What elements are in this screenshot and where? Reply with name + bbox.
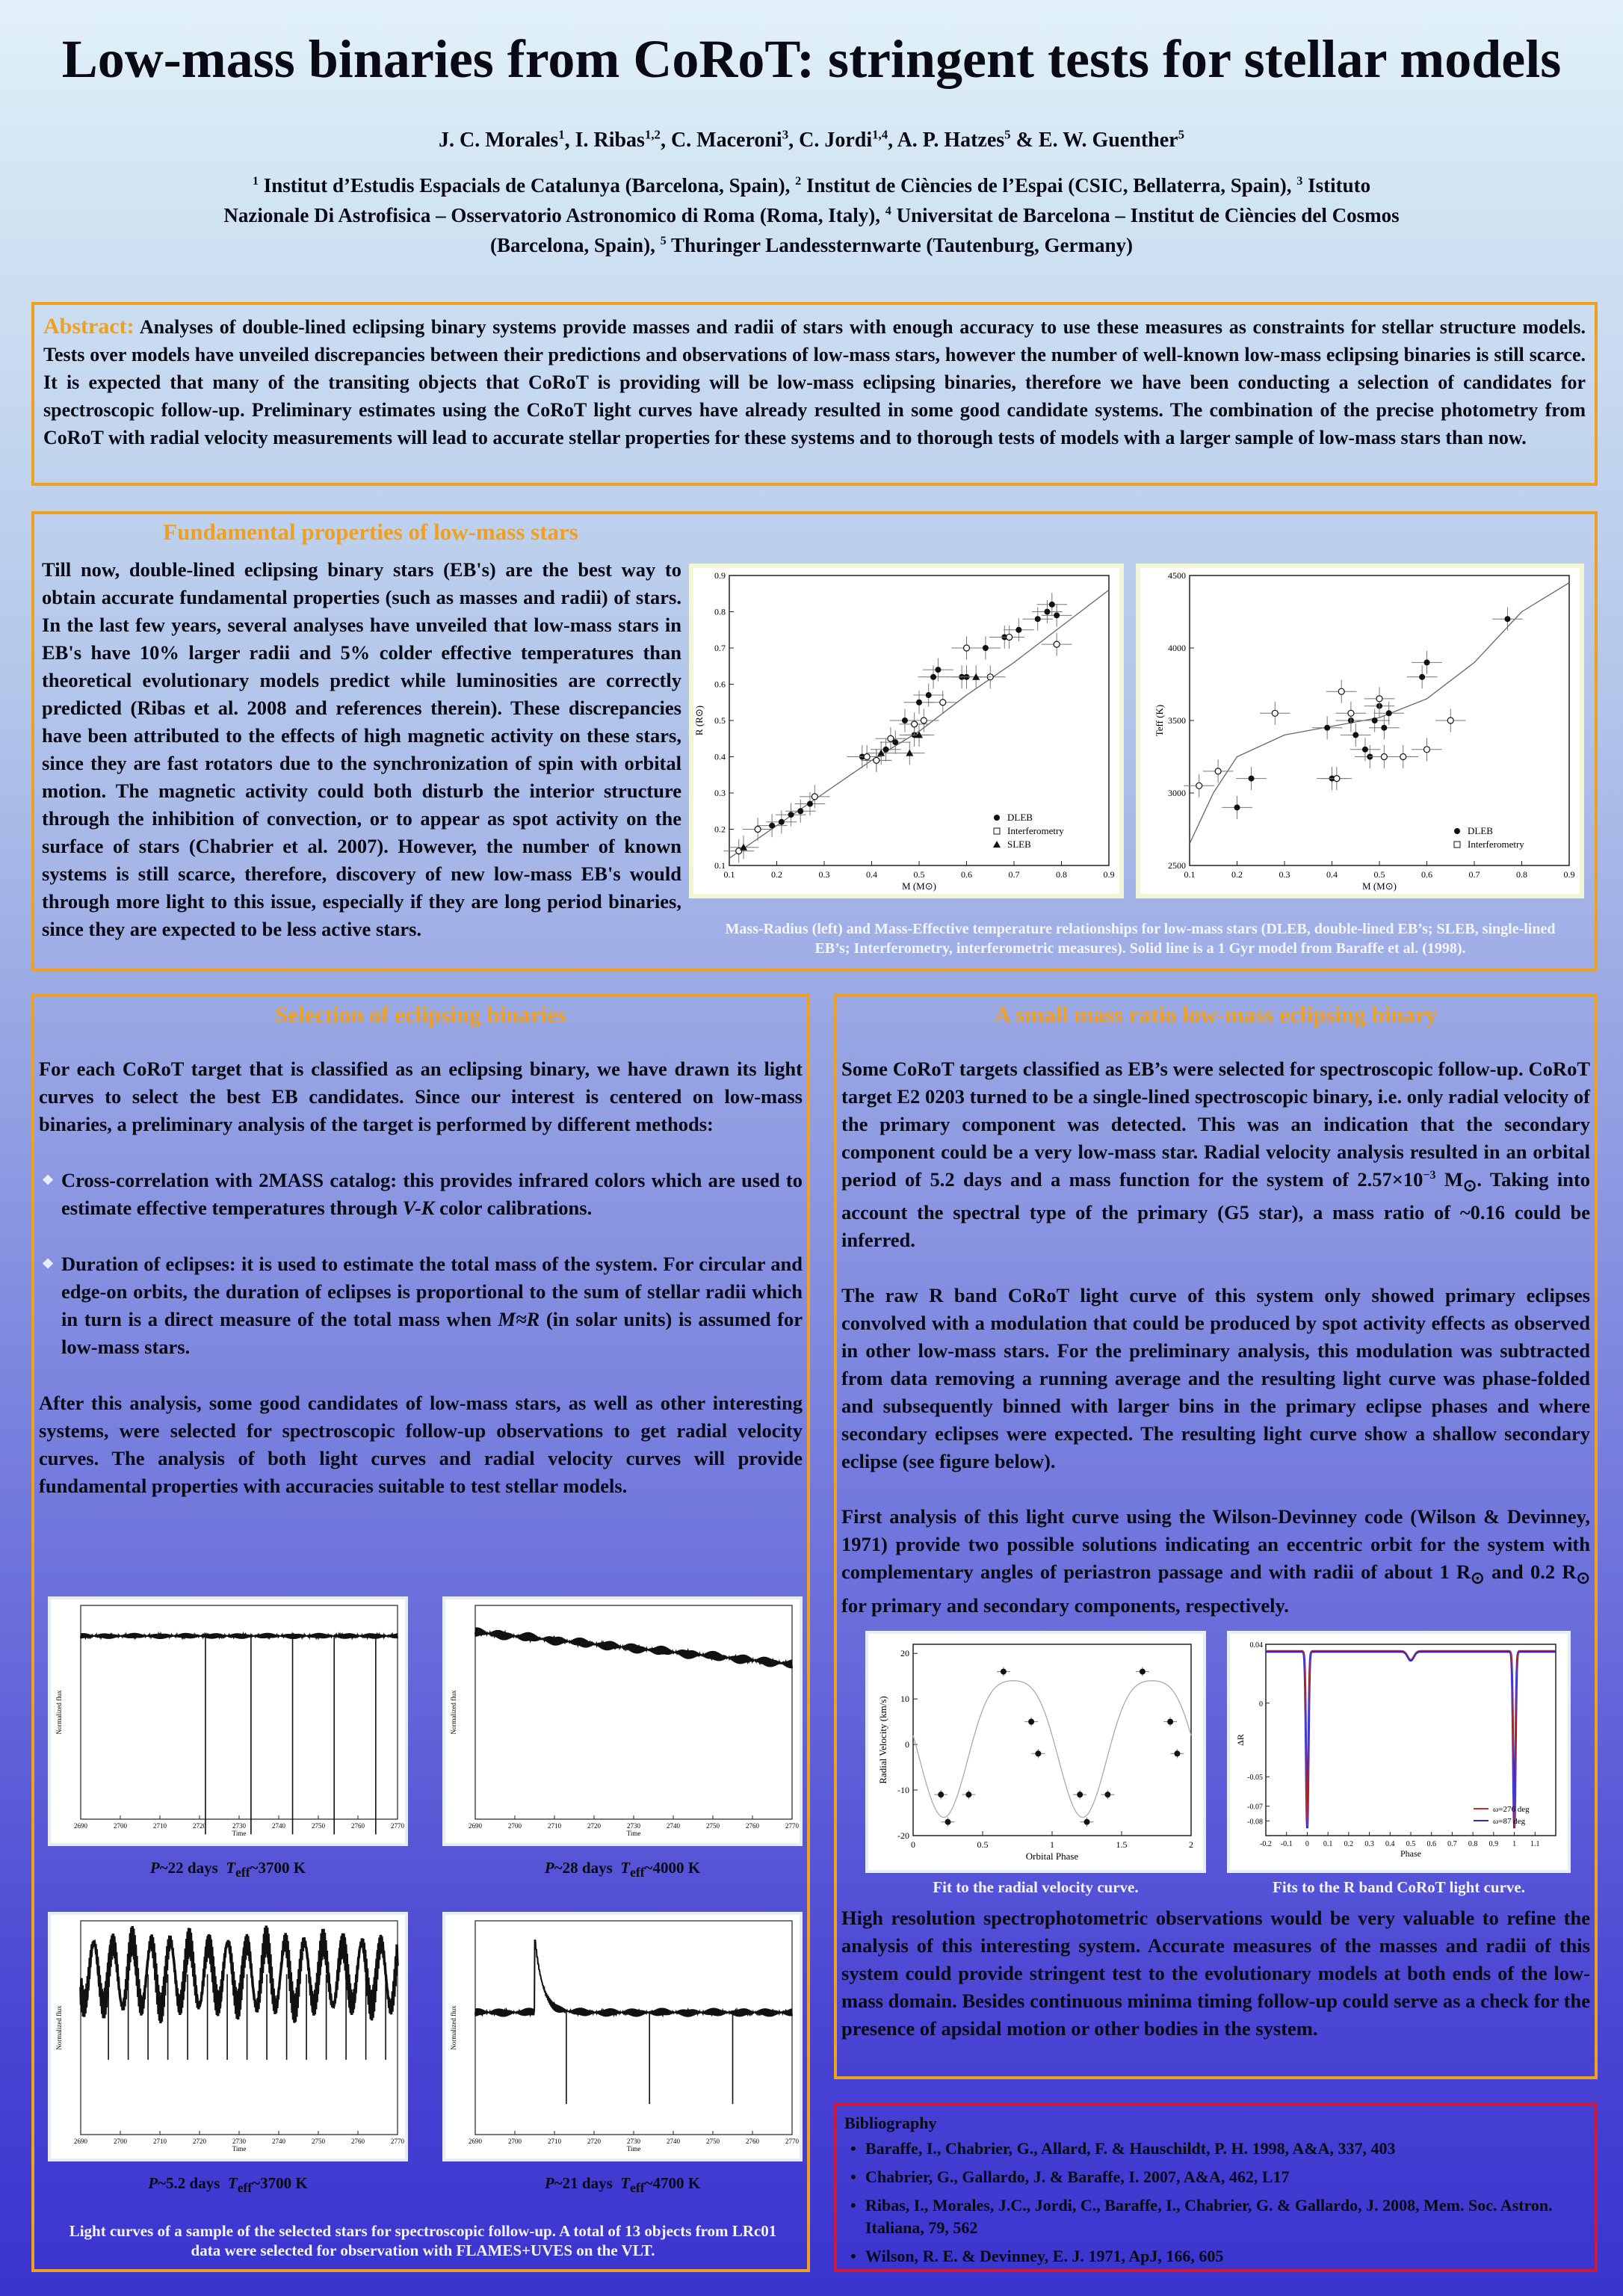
- x-tick-label: 2690: [74, 1822, 87, 1830]
- y-tick-label: 0.8: [714, 606, 726, 617]
- affiliation: Institut de Ciències de l’Espai (CSIC, Bellaterra, Spain),: [806, 174, 1292, 197]
- x-tick-label: 0.7: [1468, 869, 1480, 880]
- author-list: J. C. Morales$^1$, I. Ribas$^{1,2}$, C. Maceroni$^3$, C. Jordi$^{1,4}$, A. P. Hatzes$^5$ & E. W. Guenther$^5$: [439, 127, 1184, 152]
- data-point: [972, 673, 980, 680]
- reference-list: [844, 2138, 1587, 2268]
- x-tick-label: 2760: [351, 1822, 365, 1830]
- legend-marker: [1454, 828, 1460, 834]
- rband-chart: [1230, 1634, 1568, 1870]
- y-tick-label: -20: [897, 1830, 909, 1841]
- rv-chart: [868, 1634, 1203, 1870]
- light-curve-trace: [81, 1633, 398, 1639]
- x-tick-label: 0.3: [1364, 1840, 1374, 1848]
- data-point: [1007, 634, 1013, 640]
- x-tick-label: 0.1: [1323, 1840, 1333, 1848]
- x-tick-label: 2690: [469, 2138, 482, 2145]
- y-tick-label: -0.07: [1247, 1803, 1263, 1812]
- x-tick-label: 2710: [548, 1822, 561, 1830]
- y-tick-label: 0: [905, 1739, 909, 1750]
- data-point: [1272, 710, 1278, 716]
- y-tick-label: 0.3: [714, 788, 726, 798]
- affiliation: Institut d’Estudis Espacials de Catalunya (Barcelona, Spain),: [263, 174, 791, 197]
- y-tick-label: 0.4: [714, 751, 726, 762]
- x-tick-label: 2750: [706, 2138, 720, 2145]
- data-point: [1167, 1719, 1173, 1725]
- x-tick-label: 2700: [508, 2138, 522, 2145]
- data-point: [926, 692, 932, 698]
- light-curve-trace: [475, 1627, 792, 1668]
- legend-label: DLEB: [1007, 812, 1033, 823]
- x-tick-label: 2740: [667, 1822, 680, 1830]
- data-point: [1386, 710, 1392, 716]
- paragraph: High resolution spectrophotometric observations would be very valuable to refine the analysis of this interesting system. Accurate measures of the masses and radii of this system could provide stringent test to the evolutionary models at both ends of the low-mass domain. Besides continuous minima timing follow-up could serve as a check for the presence of apsidal motion or other bodies in the system.: [841, 1907, 1590, 2040]
- light-curve-trace: [475, 1939, 792, 2016]
- x-tick-label: 2690: [74, 2138, 87, 2145]
- y-axis-label: Teff (K): [1154, 704, 1165, 737]
- legend-label: Interferometry: [1468, 839, 1524, 850]
- data-point: [1084, 1819, 1090, 1825]
- data-point: [1249, 776, 1255, 782]
- data-point: [1140, 1669, 1146, 1675]
- data-point: [769, 823, 775, 829]
- x-tick-label: 2750: [312, 2138, 325, 2145]
- selection-section: [31, 994, 810, 2272]
- legend-label: DLEB: [1468, 825, 1493, 836]
- methods-list: [39, 1167, 803, 1361]
- data-point: [1381, 725, 1387, 731]
- data-point: [1372, 718, 1378, 723]
- section-heading: A small mass ratio low-mass eclipsing binary: [994, 1002, 1438, 1028]
- data-point: [1504, 616, 1510, 622]
- bullet-icon: ❖: [42, 1173, 55, 1188]
- x-tick-label: 2740: [667, 2138, 680, 2145]
- x-tick-label: 0.9: [1488, 1840, 1499, 1848]
- x-tick-label: 2770: [785, 1822, 799, 1830]
- data-point: [1419, 674, 1425, 680]
- y-axis-label: ΔR: [1235, 1734, 1246, 1746]
- bullet-icon: ❖: [42, 1256, 55, 1271]
- x-tick-label: 0.8: [1516, 869, 1527, 880]
- x-tick-label: 2: [1189, 1839, 1193, 1850]
- data-point: [902, 718, 908, 723]
- rv-plot: [865, 1631, 1206, 1873]
- affiliation: Thuringer Landessternwarte (Tautenburg, Germany): [670, 234, 1133, 256]
- y-tick-label: 4000: [1168, 643, 1186, 653]
- x-tick-label: 0.4: [866, 869, 877, 880]
- x-tick-label: 0.2: [771, 869, 782, 880]
- data-point: [1215, 768, 1221, 774]
- data-point: [755, 827, 761, 833]
- x-tick-label: 0.8: [1056, 869, 1067, 880]
- fundamental-text: Till now, double-lined eclipsing binary stars (EB's) are the best way to obtain accurate fundamental properties (such as masses and radii) of stars. In the last few years, several analyses have unveiled that low-mass stars in EB's have 10% larger radii and 5% colder effective temperatures than theoretical evolutionary models predict while luminosities are correctly predicted (Ribas et al. 2008 and references therein). These discrepancies have been attributed to the effects of high magnetic activity on these stars, since they are fast rotators due to the synchronization of spin with orbital motion. The magnetic activity could both disturb the interior structure through the inhibition of convection, or to appear as spot activity on the surface of stars (Chabrier et al. 2007). However, the number of known systems is still scarce, therefore, discovery of new low-mass EB's would through more light to this issue, especially if they are long period binaries, since they are expected to be less active stars.: [42, 558, 681, 940]
- abstract-label: Abstract:: [43, 314, 135, 339]
- affiliation: Istituto Nazionale Di Astrofisica – Osservatorio Astronomico di Roma (Roma, Italy),: [223, 174, 1371, 226]
- x-tick-label: 0.5: [1373, 869, 1385, 880]
- author-name: E. W. Guenther: [1038, 129, 1178, 152]
- x-axis-label: M (M⊙): [1362, 880, 1397, 892]
- data-point: [874, 757, 879, 763]
- data-point: [1196, 783, 1202, 789]
- selection-after: After this analysis, some good candidates of low-mass stars, as well as other interesting systems, were selected for spectroscopic follow-up observations to get radial velocity curves. The analysis of both light curves and radial velocity curves will provide fundamental properties with accuracies suitable to test stellar models.: [39, 1392, 803, 1497]
- data-point: [1381, 754, 1387, 760]
- data-point: [1334, 776, 1340, 782]
- paragraph: First analysis of this light curve using the Wilson-Devinney code (Wilson & Devinney, 1971) provide two possible solutions indicating an eccentric orbit for the system with complementary angles of periastron passage and with radii of about 1 $R_⊙$ and 0.2 $R_⊙$ for primary and secondary components, respectively.: [841, 1505, 1590, 1617]
- data-point: [1400, 754, 1406, 760]
- x-tick-label: -0.1: [1280, 1840, 1293, 1848]
- x-tick-label: 1.5: [1116, 1839, 1128, 1850]
- author-name: C. Maceroni: [670, 129, 782, 152]
- light-curve-plot: [442, 1912, 803, 2161]
- light-curve-label: P~28 days $T_{eff}\sim 4000$ K: [544, 1859, 701, 1880]
- data-point: [1424, 659, 1430, 665]
- y-tick-label: 20: [900, 1648, 909, 1659]
- x-tick-label: 2740: [272, 1822, 285, 1830]
- data-point: [983, 645, 989, 651]
- data-point: [1174, 1750, 1180, 1756]
- mass-teff-chart: [1140, 568, 1580, 894]
- data-point: [788, 812, 794, 818]
- x-tick-label: 0.5: [977, 1839, 989, 1850]
- y-tick-label: 0.04: [1249, 1641, 1263, 1650]
- x-axis-label: Time: [626, 1830, 641, 1837]
- x-tick-label: 0.3: [818, 869, 830, 880]
- x-tick-label: 2730: [232, 2138, 246, 2145]
- x-tick-label: 2730: [232, 1822, 246, 1830]
- x-tick-label: 2720: [587, 2138, 601, 2145]
- x-tick-label: 2760: [351, 2138, 365, 2145]
- x-tick-label: 2720: [193, 1822, 206, 1830]
- legend-marker: [994, 815, 1000, 821]
- data-point: [1424, 747, 1430, 753]
- data-point: [807, 801, 813, 807]
- data-point: [912, 721, 918, 727]
- x-tick-label: 0.9: [1103, 869, 1115, 880]
- y-tick-label: -0.08: [1247, 1818, 1263, 1827]
- y-tick-label: 3000: [1168, 788, 1186, 798]
- data-point: [812, 794, 817, 800]
- y-tick-label: 0.6: [714, 679, 726, 690]
- data-point: [779, 819, 785, 825]
- data-point: [940, 700, 946, 706]
- data-point: [921, 718, 927, 723]
- y-tick-label: -0.05: [1247, 1774, 1263, 1783]
- data-point: [864, 754, 870, 760]
- bibliography-box: [834, 2103, 1598, 2272]
- y-axis-label: Normalized flux: [55, 1690, 63, 1735]
- figure-caption: Fit to the radial velocity curve.: [933, 1878, 1139, 1896]
- plot-frame: [475, 1921, 792, 2135]
- reference-item: • Chabrier, G., Gallardo, J. & Baraffe, I. 2007, A&A, 462, L17: [850, 2167, 1290, 2186]
- data-point: [1104, 1792, 1110, 1797]
- y-axis-label: Normalized flux: [450, 1690, 457, 1735]
- data-point: [883, 747, 889, 753]
- x-tick-label: 2750: [312, 1822, 325, 1830]
- x-tick-label: 2760: [746, 2138, 759, 2145]
- method-item: ❖ Cross-correlation with 2MASS catalog: this provides infrared colors which are used to estimate effective temperatures through V-K color calibrations.: [39, 1167, 803, 1222]
- y-tick-label: 2500: [1168, 860, 1186, 871]
- x-tick-label: -0.2: [1260, 1840, 1272, 1848]
- y-tick-label: 10: [900, 1694, 909, 1705]
- small-mass-section: [834, 994, 1598, 2079]
- y-axis-label: Normalized flux: [55, 2005, 63, 2050]
- light-curve-plot: [48, 1596, 408, 1846]
- abstract-text: Analyses of double-lined eclipsing binary systems provide masses and radii of stars with enough accuracy to use these measures as constraints for stellar structure models. Tests over models have unveiled discrepancies between their predictions and observations of low-mass stars, however the number of well-known low-mass eclipsing binaries is still scarce. It is expected that many of the transiting objects that CoRoT is providing will be low-mass eclipsing binaries, therefore we have been conducting a selection of candidates for spectroscopic follow-up. Preliminary estimates using the CoRoT light curves have already resulted in some good candidate systems. The combination of the precise photometry from CoRoT with radial velocity measurements will lead to accurate stellar properties for these systems and to thorough tests of models with a larger sample of low-mass stars than now.: [43, 316, 1586, 448]
- legend-marker: [1454, 842, 1460, 848]
- mass-teff-plot: [1136, 564, 1584, 898]
- y-tick-label: 0.1: [714, 860, 726, 871]
- poster-title: Low-mass binaries from CoRoT: stringent tests for stellar models: [61, 29, 1562, 89]
- x-tick-label: 2740: [272, 2138, 285, 2145]
- author-name: J. C. Morales: [439, 129, 559, 152]
- y-axis-label: Normalized flux: [450, 2005, 457, 2050]
- legend-marker: [994, 828, 1000, 834]
- x-tick-label: 0.9: [1563, 869, 1575, 880]
- data-point: [938, 1792, 944, 1797]
- mass-radius-plot: [689, 564, 1124, 898]
- x-tick-label: 0.6: [1426, 1840, 1436, 1848]
- selection-text: [39, 1055, 803, 1500]
- method-item: ❖ Duration of eclipses: it is used to estimate the total mass of the system. For circular and edge-on orbits, the duration of eclipses is proportional to the sum of stellar radii which in turn is a direct measure of the total mass when M≈R (in solar units) is assumed for low-mass stars.: [39, 1250, 803, 1361]
- x-tick-label: 2750: [706, 1822, 720, 1830]
- paragraph: The raw R band CoRoT light curve of this system only showed primary eclipses convolved with a modulation that could be produced by spot activity effects as observed in other low-mass stars. For the preliminary analysis, this modulation was subtracted from data removing a running average and the resulting light curve was phase-folded and subsequently binned with larger bins in the primary eclipse phases and where secondary eclipses were expected. The resulting light curve show a shallow secondary eclipse (see figure below).: [841, 1284, 1590, 1473]
- x-tick-label: 2720: [587, 1822, 601, 1830]
- x-tick-label: 0.7: [1008, 869, 1020, 880]
- x-tick-label: 2770: [391, 2138, 404, 2145]
- plot-frame: [913, 1644, 1191, 1836]
- figure-caption: Fits to the R band CoRoT light curve.: [1273, 1878, 1525, 1896]
- reference-item: • Wilson, R. E. & Devinney, E. J. 1971, ApJ, 166, 605: [850, 2247, 1224, 2265]
- mass-radius-chart: [693, 568, 1119, 894]
- data-point: [1348, 710, 1354, 716]
- x-axis-label: Time: [626, 2145, 641, 2152]
- y-axis-label: Radial Velocity (km/s): [877, 1696, 888, 1784]
- figure-caption: Mass-Radius (left) and Mass-Effective temperature relationships for low-mass stars (DLEB, double-lined EB’s; SLEB, single-lined EB’s; Interferometry, interferometric measures). Solid line is a 1 Gyr model from Baraffe et al. (1998).: [725, 921, 1556, 957]
- x-tick-label: 0.6: [961, 869, 972, 880]
- data-point: [1324, 725, 1330, 731]
- bibliography-heading: Bibliography: [844, 2114, 937, 2132]
- light-curve-plot: [48, 1912, 408, 2161]
- x-tick-label: 1: [1512, 1840, 1517, 1848]
- data-point: [1352, 732, 1358, 738]
- x-tick-label: 0.4: [1326, 869, 1338, 880]
- x-tick-label: 0.5: [913, 869, 925, 880]
- data-point: [1447, 718, 1453, 723]
- y-tick-label: 3500: [1168, 715, 1186, 726]
- abstract-box: [31, 302, 1598, 486]
- y-tick-label: 0: [1259, 1700, 1263, 1709]
- x-tick-label: 0.2: [1344, 1840, 1354, 1848]
- data-point: [916, 700, 922, 706]
- y-axis-label: R (R⊙): [693, 705, 705, 736]
- x-tick-label: 0.6: [1421, 869, 1432, 880]
- data-point: [1028, 1719, 1034, 1725]
- author-name: C. Jordi: [799, 129, 873, 152]
- x-axis-label: Time: [232, 2145, 247, 2152]
- x-tick-label: 2710: [153, 2138, 167, 2145]
- x-axis-label: Time: [232, 1830, 247, 1837]
- data-point: [930, 674, 936, 680]
- x-tick-label: 0.1: [723, 869, 735, 880]
- data-point: [1338, 688, 1344, 694]
- light-curve-plot: [442, 1596, 803, 1846]
- x-tick-label: 2730: [627, 1822, 640, 1830]
- light-curve-label: P~21 days $T_{eff}\sim 4700$ K: [544, 2174, 701, 2196]
- x-tick-label: 0.3: [1279, 869, 1290, 880]
- x-axis-label: Orbital Phase: [1025, 1851, 1079, 1862]
- x-tick-label: 2770: [391, 1822, 404, 1830]
- x-tick-label: 0.1: [1184, 869, 1196, 880]
- legend-label: ω=87 deg: [1493, 1817, 1526, 1826]
- data-point: [1001, 1669, 1007, 1675]
- y-tick-label: 0.7: [714, 643, 726, 653]
- affiliation: Universitat de Barcelona – Institut de Ciències del Cosmos (Barcelona, Spain),: [490, 204, 1400, 256]
- data-point: [965, 1792, 971, 1797]
- rband-plot: [1227, 1631, 1571, 1873]
- fundamental-section: [31, 511, 1598, 972]
- data-point: [1015, 627, 1021, 633]
- data-point: [935, 667, 941, 673]
- x-tick-label: 0.2: [1231, 869, 1243, 880]
- small-mass-text: [841, 1055, 1590, 1620]
- x-tick-label: 2720: [193, 2138, 206, 2145]
- reference-item: • Baraffe, I., Chabrier, G., Allard, F. & Hauschildt, P. H. 1998, A&A, 337, 403: [850, 2139, 1396, 2158]
- y-tick-label: 0.5: [714, 715, 726, 726]
- data-point: [1376, 696, 1382, 702]
- legend-label: SLEB: [1007, 839, 1031, 850]
- x-tick-label: 2700: [508, 1822, 522, 1830]
- x-tick-label: 0.7: [1447, 1840, 1457, 1848]
- light-curve-label: P~5.2 days $T_{eff}\sim 3700$ K: [148, 2174, 308, 2196]
- x-tick-label: 2700: [114, 2138, 127, 2145]
- x-tick-label: 2730: [627, 2138, 640, 2145]
- reference-item: • Ribas, I., Morales, J.C., Jordi, C., Baraffe, I., Chabrier, G. & Gallardo, J. 2008, Mem. Soc. Astron. Italiana, 79, 562: [850, 2196, 1553, 2237]
- light-curve-label: P~22 days $T_{eff}\sim 3700$ K: [149, 1859, 306, 1880]
- author-name: I. Ribas: [575, 129, 645, 152]
- data-point: [797, 808, 803, 814]
- x-tick-label: 2770: [785, 2138, 799, 2145]
- y-tick-label: -10: [897, 1785, 909, 1796]
- selection-intro: For each CoRoT target that is classified as an eclipsing binary, we have drawn its light curves to select the best EB candidates. Since our interest is centered on low-mass binaries, a preliminary analysis of the target is performed by different methods:: [39, 1058, 803, 1135]
- x-tick-label: 0.8: [1468, 1840, 1478, 1848]
- x-tick-label: 2700: [114, 1822, 127, 1830]
- y-tick-label: 4500: [1168, 570, 1186, 581]
- data-point: [945, 1819, 951, 1825]
- y-tick-label: 0.2: [714, 824, 726, 835]
- data-point: [1362, 747, 1368, 753]
- affiliations: $^1$ Institut d’Estudis Espacials de Catalunya (Barcelona, Spain), $^2$ Institut de Ciències de l’Espai (CSIC, Bellaterra, Spain), $^3$ Istituto Nazionale Di Astrofisica – Osservatorio Astronomico di Roma (Roma, Italy), $^4$ Universitat de Barcelona – Institut de Ciències del Cosmos (Barcelona, Spain), $^5$ Thuringer Landessternwarte (Tautenburg, Germany): [223, 174, 1400, 256]
- x-axis-label: Phase: [1400, 1848, 1421, 1859]
- data-point: [1234, 804, 1240, 810]
- rv-model-curve: [913, 1681, 1191, 1818]
- data-point: [1077, 1792, 1083, 1797]
- data-point: [888, 735, 894, 741]
- data-point: [1044, 609, 1050, 615]
- legend-label: ω=276 deg: [1493, 1805, 1530, 1814]
- x-tick-label: 0.4: [1385, 1840, 1395, 1848]
- data-point: [1054, 641, 1060, 647]
- section-heading: Selection of eclipsing binaries: [274, 1002, 567, 1028]
- x-tick-label: 0: [1305, 1840, 1309, 1848]
- figure-caption: Light curves of a sample of the selected stars for spectroscopic follow-up. A total of 13 objects from LRc01 data were selected for observation with FLAMES+UVES on the VLT.: [69, 2222, 777, 2259]
- legend-label: Interferometry: [1007, 825, 1064, 836]
- data-point: [1035, 1750, 1041, 1756]
- x-tick-label: 2760: [746, 1822, 759, 1830]
- paragraph: Some CoRoT targets classified as EB’s were selected for spectroscopic follow-up. CoRoT target E2 0203 turned to be a single-lined spectroscopic binary, i.e. only radial velocity of the primary component was detected. This was an indication that the secondary component could be a very low-mass star. Radial velocity analysis resulted in an orbital period of 5.2 days and a mass function for the system of $2.57\times 10^{-3}$ $M_⊙$. Taking into account the spectral type of the primary (G5 star), a mass ratio of ~0.16 could be inferred.: [841, 1058, 1591, 1252]
- x-tick-label: 2690: [469, 1822, 482, 1830]
- data-point: [1054, 612, 1060, 618]
- author-name: A. P. Hatzes: [897, 129, 1005, 152]
- x-tick-label: 0: [911, 1839, 915, 1850]
- x-tick-label: 1: [1050, 1839, 1054, 1850]
- data-point: [1049, 602, 1055, 608]
- x-tick-label: 2710: [548, 2138, 561, 2145]
- section-heading: Fundamental properties of low-mass stars: [163, 519, 578, 545]
- x-tick-label: 0.5: [1406, 1840, 1416, 1848]
- x-tick-label: 2710: [153, 1822, 167, 1830]
- y-tick-label: 0.9: [714, 570, 726, 581]
- x-axis-label: M (M⊙): [902, 880, 936, 892]
- x-tick-label: 1.1: [1530, 1840, 1540, 1848]
- data-point: [1035, 616, 1041, 622]
- data-point: [964, 645, 970, 651]
- legend-marker: [993, 841, 1001, 848]
